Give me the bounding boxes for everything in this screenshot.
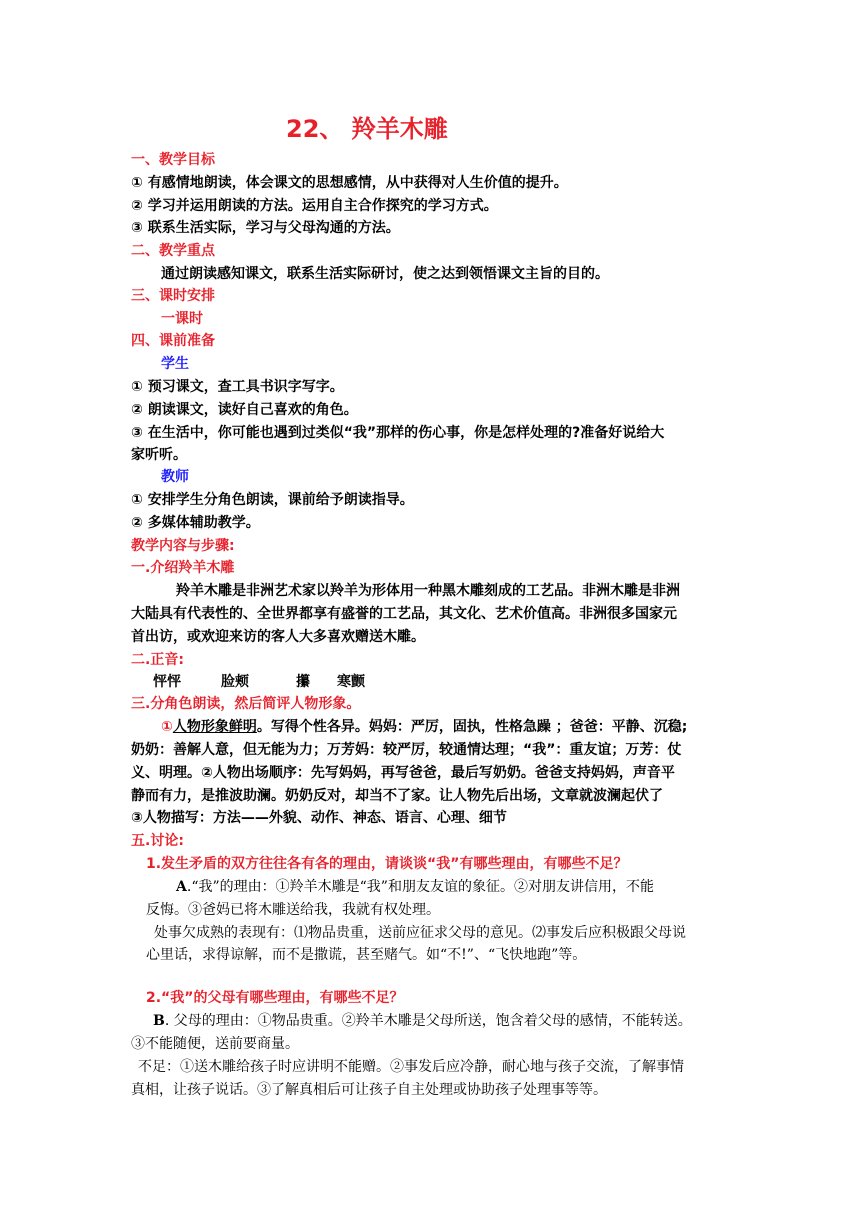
goal-item: ② 学习并运用朗读的方法。运用自主合作探究的学习方式。 (131, 198, 498, 214)
question-2: 2.“我”的父母有哪些理由，有哪些不足？ (146, 990, 404, 1006)
heading-discussion: 五.讨论: (131, 833, 184, 849)
student-prep-item-cont: 家听听。 (131, 447, 187, 463)
teacher-label: 教师 (161, 469, 189, 485)
pronunciation-word: 攥 (296, 674, 310, 690)
goal-item: ③ 联系生活实际，学习与父母沟通的方法。 (131, 220, 400, 236)
student-prep-item: ③ 在生活中，你可能也遇到过类似“我”那样的伤心事，你是怎样处理的?准备好说给大 (131, 425, 665, 441)
answer-2-line: 不足：①送木雕给孩子时应讲明不能赠。②事发后应冷静，耐心地与孩子交流，了解事情 (138, 1059, 684, 1075)
answer-1-line: 反悔。③爸妈已将木雕送给我，我就有权处理。 (146, 902, 440, 918)
heading-teaching-goals: 一、教学目标 (131, 152, 215, 168)
intro-line: 首出访，或欢迎来访的客人大多喜欢赠送木雕。 (131, 629, 425, 645)
answer-1-line: 心里话，求得谅解，而不是撒谎，甚至赌气。如“不!”、“飞快地跑”等。 (146, 947, 587, 963)
answer-label: A (176, 879, 187, 895)
key-points-text: 通过朗读感知课文，联系生活实际研讨，使之达到领悟课文主旨的目的。 (161, 266, 609, 282)
answer-text: . 父母的理由：①物品贵重。②羚羊木雕是父母所送，饱含着父母的感情，不能转送。 (164, 1013, 692, 1029)
heading-schedule: 三、课时安排 (131, 288, 215, 304)
student-prep-item: ① 预习课文，查工具书识字写字。 (131, 379, 344, 395)
students-label: 学生 (161, 356, 189, 372)
heading-pronunciation: 二.正音: (131, 652, 184, 668)
schedule-text: 一课时 (161, 311, 203, 327)
answer-text: .“我”的理由：①羚羊木雕是“我”和朋友友谊的象征。②对朋友讲信用，不能 (186, 879, 654, 895)
pronunciation-word: 寒颤 (337, 674, 365, 690)
answer-2-line: 真相，让孩子说话。③了解真相后可让孩子自主处理或协助孩子处理事等等。 (131, 1082, 607, 1098)
answer-2-line (153, 1011, 692, 1031)
teacher-prep-item: ② 多媒体辅助教学。 (131, 515, 260, 531)
character-analysis-line: 静而有力，是推波助澜。奶奶反对，却当不了家。让人物先后出场，文章就波澜起伏了 (131, 788, 663, 804)
heading-content-steps: 教学内容与步骤: (131, 538, 235, 554)
answer-2-line: ③不能随便，送前要商量。 (131, 1036, 299, 1052)
character-analysis-line: 奶奶：善解人意，但无能为力；万芳妈：较严厉，较通情达理；“我”：重友谊；万芳：仗 (131, 742, 682, 758)
answer-1-line (176, 877, 654, 897)
underlined-phrase: 人物形象鲜明 (172, 719, 257, 735)
character-analysis-first-line (161, 717, 687, 737)
line-rest: 。写得个性各异。妈妈：严厉，固执，性格急躁 ；爸爸：平静、沉稳; (256, 719, 688, 735)
heading-role-reading: 三.分角色朗读，然后简评人物形象。 (131, 696, 361, 712)
student-prep-item: ② 朗读课文，读好自己喜欢的角色。 (131, 402, 358, 418)
goal-item: ① 有感情地朗读，体会课文的思想感情，从中获得对人生价值的提升。 (131, 175, 568, 191)
character-analysis-line: ③人物描写：方法——外貌、动作、神态、语言、心理、细节 (131, 810, 507, 826)
question-1: 1.发生矛盾的双方往往各有各的理由，请谈谈“我”有哪些理由，有哪些不足？ (146, 856, 628, 872)
pronunciation-word: 脸颊 (221, 674, 249, 690)
heading-intro: 一.介绍羚羊木雕 (131, 560, 235, 576)
page-title: 22、 羚羊木雕 (286, 115, 448, 143)
heading-key-points: 二、教学重点 (131, 243, 215, 259)
answer-label: B (153, 1013, 165, 1029)
character-analysis-line: 义、明理。②人物出场顺序：先写妈妈，再写爸爸，最后写奶奶。爸爸支持妈妈，声音平 (131, 765, 675, 781)
intro-line: 大陆具有代表性的、全世界都享有盛誉的工艺品，其文化、艺术价值高。非洲很多国家元 (131, 606, 677, 622)
answer-1-line: 处事欠成熟的表现有：⑴物品贵重，送前应征求父母的意见。⑵事发后应积极跟父母说 (154, 925, 686, 941)
teacher-prep-item: ① 安排学生分角色朗读，课前给予朗读指导。 (131, 492, 414, 508)
intro-line: 羚羊木雕是非洲艺术家以羚羊为形体用一种黑木雕刻成的工艺品。非洲木雕是非洲 (176, 583, 680, 599)
pronunciation-word: 怦怦 (153, 674, 181, 690)
item-number: ① (161, 719, 173, 735)
heading-preparation: 四、课前准备 (131, 333, 215, 349)
